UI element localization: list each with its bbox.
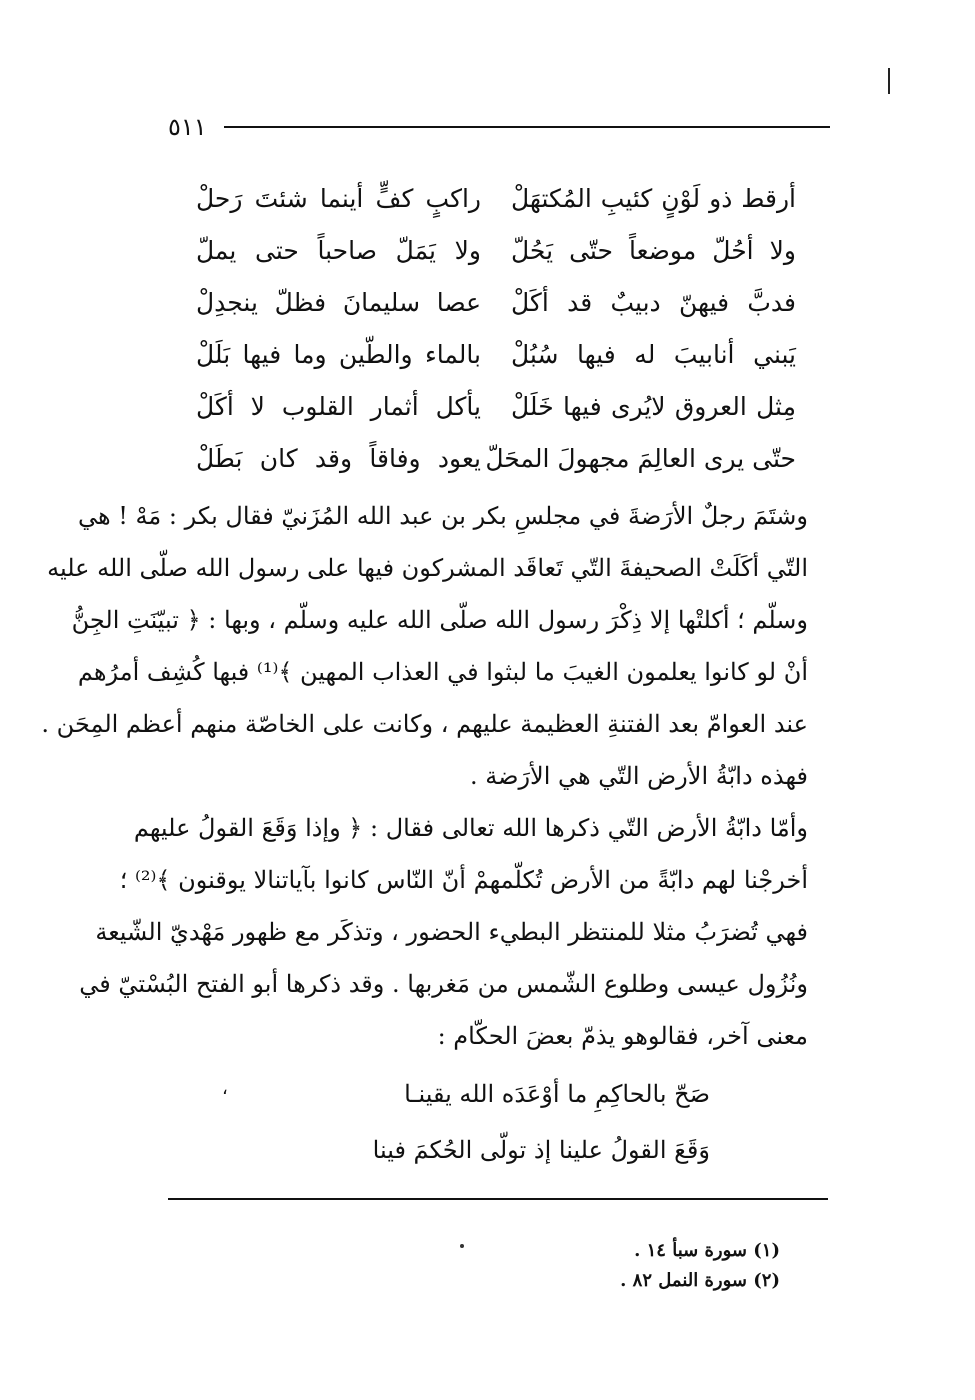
verse-busti (290, 1066, 710, 1178)
text-line: أخرجْنا لهم دابّةً من الأرض تُكلّمهمْ أنّ النّاس كانوا بآياتنالا يوقنون ﴾⁽²⁾ ؛ (119, 866, 808, 894)
verse-second-hemistich: ولا يَمَلّ صاحباً حتى يملّ (196, 235, 481, 265)
text-line: معنى آخر، فقالوهو يذمّ بعضَ الحكّام : (437, 1022, 808, 1050)
verse-second-hemistich: بالماء والطّين وما فيها بَلَلْ (196, 339, 481, 369)
poem-verse (196, 380, 796, 432)
verse-line: وَقَعَ القولُ علينا إذ تولّى الحُكمَ فينا (372, 1136, 710, 1164)
poem-verse (196, 172, 796, 224)
text-line: فهذه دابّةُ الأرض التّي هي الأرَضة . (469, 762, 808, 790)
text-line: ونُزُول عيسى وطلوع الشّمس من مَغربها . وقد ذكرها أبو الفتح البُسْتيّ في (79, 970, 808, 998)
text-line: وشتَمَ رجلٌ الأرَضةَ في مجلسِ بكر بن عبد الله المُزَنيّ فقال بكر : مَهْ ! هي (77, 502, 808, 530)
text-line: فهي تُضرَبُ مثلا للمنتظر البطيء الحضور ، وتذكَر مع ظهور مَهْديّ الشّيعة (95, 918, 808, 946)
verse-second-hemistich: راكبٍ كفٍّ أينما شئتَ رَحلْ (196, 183, 481, 213)
verse-first-hemistich: ولا أحُلّ موضعاً حتّى يَحُلّ (511, 235, 796, 265)
text-line: أنْ لو كانوا يعلمون الغيبَ ما لبثوا في العذاب المهين ﴾⁽¹⁾ فبها كُشِف أمرُهم (77, 658, 808, 686)
verse-line: صَحّ بالحاكِمِ ما أوْعَدَه الله يقينـا (404, 1080, 710, 1108)
poem-verse (196, 224, 796, 276)
text-line: التّي أكَلَتْ الصحيفةَ التّي تَعاقَد المشركون فيها على رسول الله صلّى الله عليه (47, 554, 808, 582)
verse-first-hemistich: حتّى يرى العالِمَ مجهولَ المحَلّ (485, 443, 796, 473)
footnote-1: (١) سورة سبأ ١٤ . (634, 1240, 780, 1261)
verse-first-hemistich: يَبني أنابيبَ له فيها سُبُلْ (511, 339, 796, 369)
stray-mark: ، (222, 1078, 228, 1099)
paragraph-beast-of-earth (79, 802, 808, 1062)
poem-verse (196, 432, 796, 484)
verse-second-hemistich: يعود وفاقاً وقد كان بَطَلْ (196, 443, 481, 473)
header-rule (224, 126, 830, 128)
page-edge-mark (888, 68, 890, 94)
verse-first-hemistich: مِثل العروق لايُرى فيها خَلَلْ (511, 391, 796, 421)
verse-second-hemistich: يأكل أثمار القلوب لا أكَلْ (196, 391, 481, 421)
poem-verse (196, 276, 796, 328)
footnote-2: (٢) سورة النمل ٨٢ . (620, 1270, 780, 1291)
text-line: وسلّم ؛ أكلتْها إلا ذِكْرَ رسول الله صلّى الله عليه وسلّم ، وبها : ﴿ تبيّنَتِ الجِنُّ (71, 606, 808, 634)
footnote-rule (168, 1198, 828, 1200)
verse-first-hemistich: أرقط ذو لَوْنٍ كئيبِ المُكتهَلْ (511, 183, 796, 213)
text-line: عند العوامّ بعد الفتنةِ العظيمة عليهم ، وكانت على الخاصّة منهم أعظم المِحَن . (41, 710, 808, 738)
text-line: وأمّا دابّةُ الأرض التّي ذكرها الله تعالى فقال : ﴿ وإذا وَقَعَ القولُ عليهم (133, 814, 808, 842)
verse-first-hemistich: فدبَّ فيهنّ دبيبٌ قد أكَلْ (511, 287, 796, 317)
poem-verse (196, 328, 796, 380)
verse-second-hemistich: عصا سليمانَ فظلّ ينجدِلْ (196, 287, 481, 317)
page-number: ٥١١ (168, 113, 207, 141)
poem-block (196, 172, 796, 484)
page-header (168, 112, 830, 142)
footnotes (560, 1236, 780, 1296)
paragraph-termite (41, 490, 808, 802)
ink-speck (460, 1244, 464, 1248)
